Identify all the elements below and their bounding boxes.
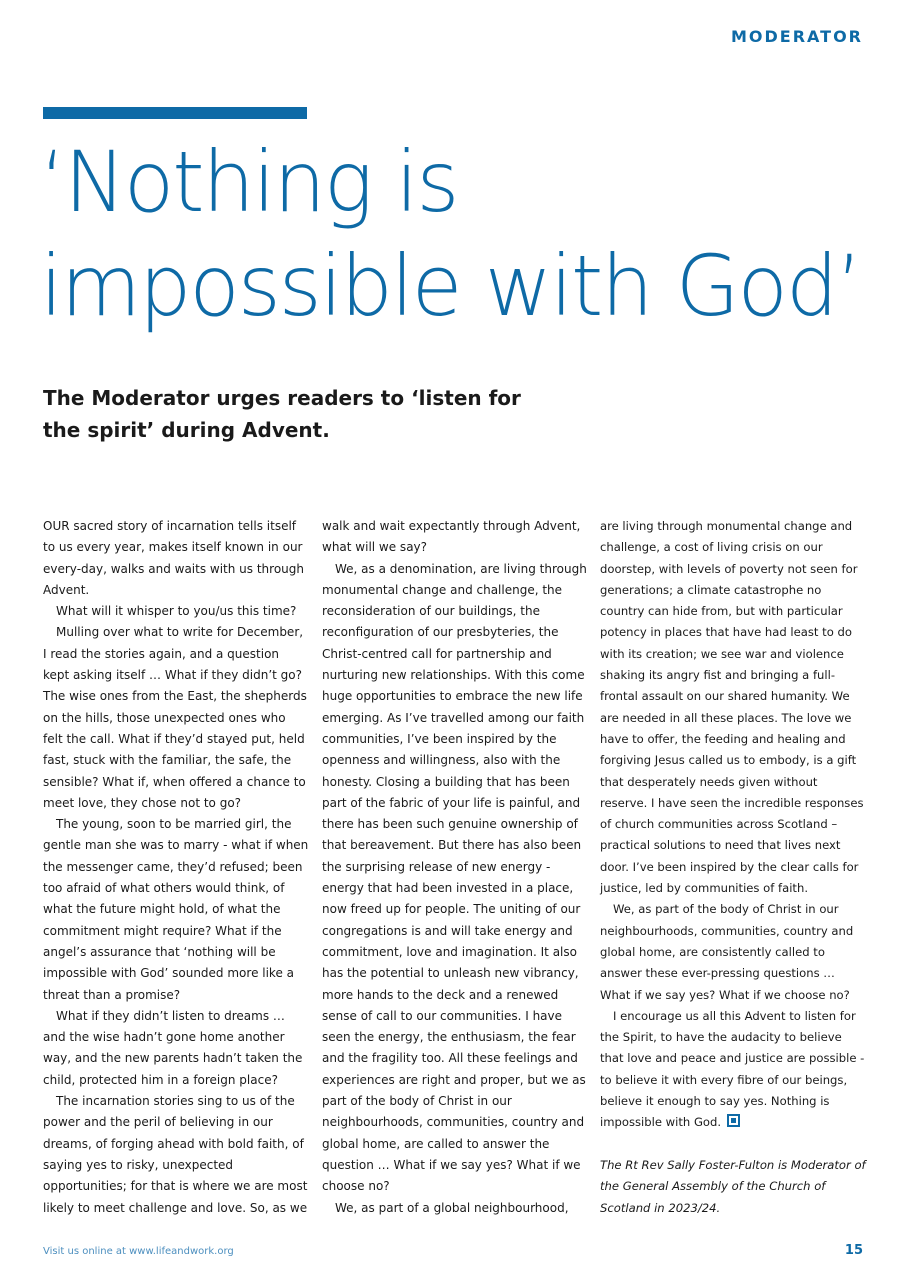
headline-line-2: impossible with God’ xyxy=(40,237,861,335)
section-label: MODERATOR xyxy=(730,27,863,46)
column-1 xyxy=(43,516,309,1219)
headline xyxy=(40,130,880,338)
paragraph-final-text: I encourage us all this Advent to listen for the Spirit, to have the audacity to believe that love and peace and justice are possible - to believe it with every fibre of our beings, believe it enough to say yes. Nothing is impossible with God. xyxy=(600,1008,865,1130)
paragraph: We, as part of a global neighbourhood, xyxy=(335,1200,569,1215)
column-3 xyxy=(600,516,866,1219)
paragraph-final xyxy=(600,1006,866,1134)
standfirst: The Moderator urges readers to ‘listen for the spirit’ during Advent. xyxy=(43,386,521,442)
title-accent-bar xyxy=(43,107,307,119)
paragraph: Mulling over what to write for December, I read the stories again, and a question kept asking itself … What if they didn’t go? The wise ones from the East, the shepherds on the hills, those unexpected ones who felt the call. What if they’d stayed put, held fast, stuck with the familiar, the safe, the sensible? What if, when offered a chance to meet love, they chose not to go? xyxy=(43,625,307,810)
paragraph: walk and wait expectantly through Advent, what will we say? xyxy=(322,519,581,555)
article-body xyxy=(43,516,865,1226)
paragraph: The incarnation stories sing to us of the power and the peril of believing in our dreams, of forging ahead with bold faith, of saying yes to risky, unexpected opportunities; for that is where we are most likely to meet challenge and love. So, as we xyxy=(43,1094,308,1215)
column-2 xyxy=(322,516,588,1219)
paragraph: The young, soon to be married girl, the gentle man she was to marry - what if when the messenger came, they’d refused; been too afraid of what others would think, of what the future might hold, of what the commitment might require? What if the angel’s assurance that ‘nothing will be impossible with God’ sounded more like a threat than a promise? xyxy=(43,817,309,1002)
footer-website-link[interactable]: Visit us online at www.lifeandwork.org xyxy=(43,1246,234,1257)
author-byline: The Rt Rev Sally Foster-Fulton is Moderator of the General Assembly of the Church of Scotland in 2023/24. xyxy=(600,1157,866,1215)
paragraph: are living through monumental change and challenge, a cost of living crisis on our doorstep, with levels of poverty not seen for generations; a climate catastrophe no country can hide from, but with particular potency in places that have had least to do with its creation; we see war and violence shaking its angry fist and bringing a full-frontal assault on our shared humanity. We are needed in all these places. The love we have to offer, the feeding and healing and forgiving Jesus called us to embody, is a gift that desperately needs given without reserve. I have seen the incredible responses of church communities across Scotland – practical solutions to need that lives next door. I’ve been inspired by the clear calls for justice, led by communities of faith. xyxy=(600,519,864,896)
paragraph: OUR sacred story of incarnation tells itself to us every year, makes itself known in our every-day, walks and waits with us through Advent. xyxy=(43,519,304,597)
paragraph: We, as part of the body of Christ in our neighbourhoods, communities, country and global home, are consistently called to answer these ever-pressing questions … What if we say yes? What if we choose no? xyxy=(600,902,854,1002)
end-of-article-icon xyxy=(727,1114,740,1127)
paragraph: We, as a denomination, are living through monumental change and challenge, the reconsideration of our buildings, the reconfiguration of our presbyteries, the Christ-centred call for partnership and nurturing new relationships. With this come huge opportunities to embrace the new life emerging. As I’ve travelled among our faith communities, I’ve been inspired by the openness and willingness, also with the honesty. Closing a building that has been part of the fabric of your life is painful, and there has been such genuine ownership of that bereavement. But there has also been the surprising release of new energy - energy that had been invested in a place, now freed up for people. The uniting of our congregations is and will take energy and commitment, love and imagination. It also has the potential to unleash new vibrancy, more hands to the deck and a renewed sense of call to our communities. I have seen the energy, the enthusiasm, the fear and the fragility too. All these feelings and experiences are right and proper, but we as part of the body of Christ in our neighbourhoods, communities, country and global home, are called to answer the question … What if we say yes? What if we choose no? xyxy=(322,561,587,1194)
headline-line-1: ‘Nothing is xyxy=(40,133,458,231)
paragraph: What if they didn’t listen to dreams … and the wise hadn’t gone home another way, and the new parents hadn’t taken the child, protected him in a foreign place? xyxy=(43,1008,303,1087)
page-number: 15 xyxy=(844,1243,863,1258)
paragraph: What will it whisper to you/us this time? xyxy=(56,604,297,619)
